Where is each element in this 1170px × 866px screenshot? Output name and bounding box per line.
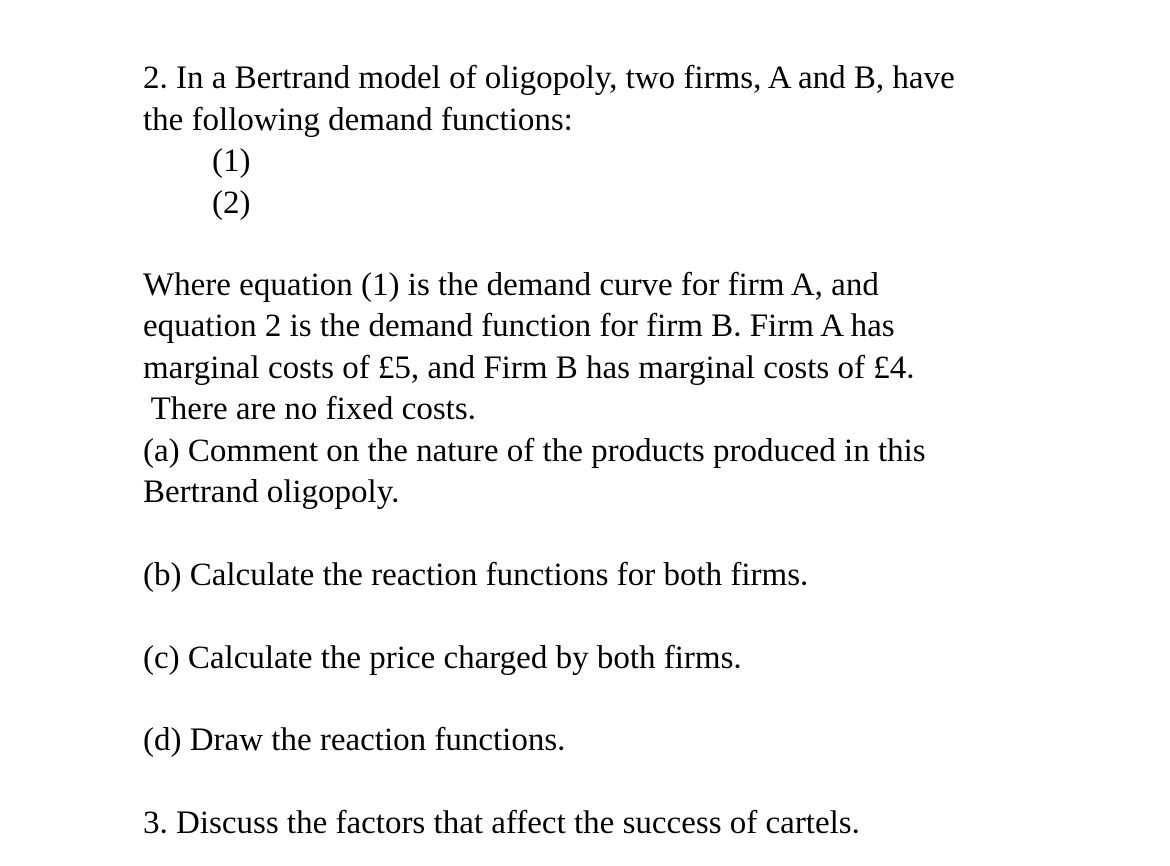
context-line-1: Where equation (1) is the demand curve for firm A, and <box>143 267 879 303</box>
part-a-line-1: (a) Comment on the nature of the products produced in this <box>143 433 926 469</box>
part-c: (c) Calculate the price charged by both firms. <box>143 640 742 676</box>
question-3: 3. Discuss the factors that affect the success of cartels. <box>143 805 860 841</box>
part-d: (d) Draw the reaction functions. <box>143 722 566 758</box>
context-line-4: There are no fixed costs. <box>143 391 476 427</box>
part-b: (b) Calculate the reaction functions for both firms. <box>143 557 809 593</box>
question-2-line-2: the following demand functions: <box>143 102 573 138</box>
question-2-line-1: 2. In a Bertrand model of oligopoly, two firms, A and B, have <box>143 60 955 96</box>
part-a-line-2: Bertrand oligopoly. <box>143 474 400 510</box>
context-line-2: equation 2 is the demand function for firm B. Firm A has <box>143 308 895 344</box>
context-line-3: marginal costs of £5, and Firm B has marginal costs of £4. <box>143 350 915 386</box>
equation-2-label: (2) <box>212 185 251 221</box>
equation-1-label: (1) <box>212 143 251 179</box>
